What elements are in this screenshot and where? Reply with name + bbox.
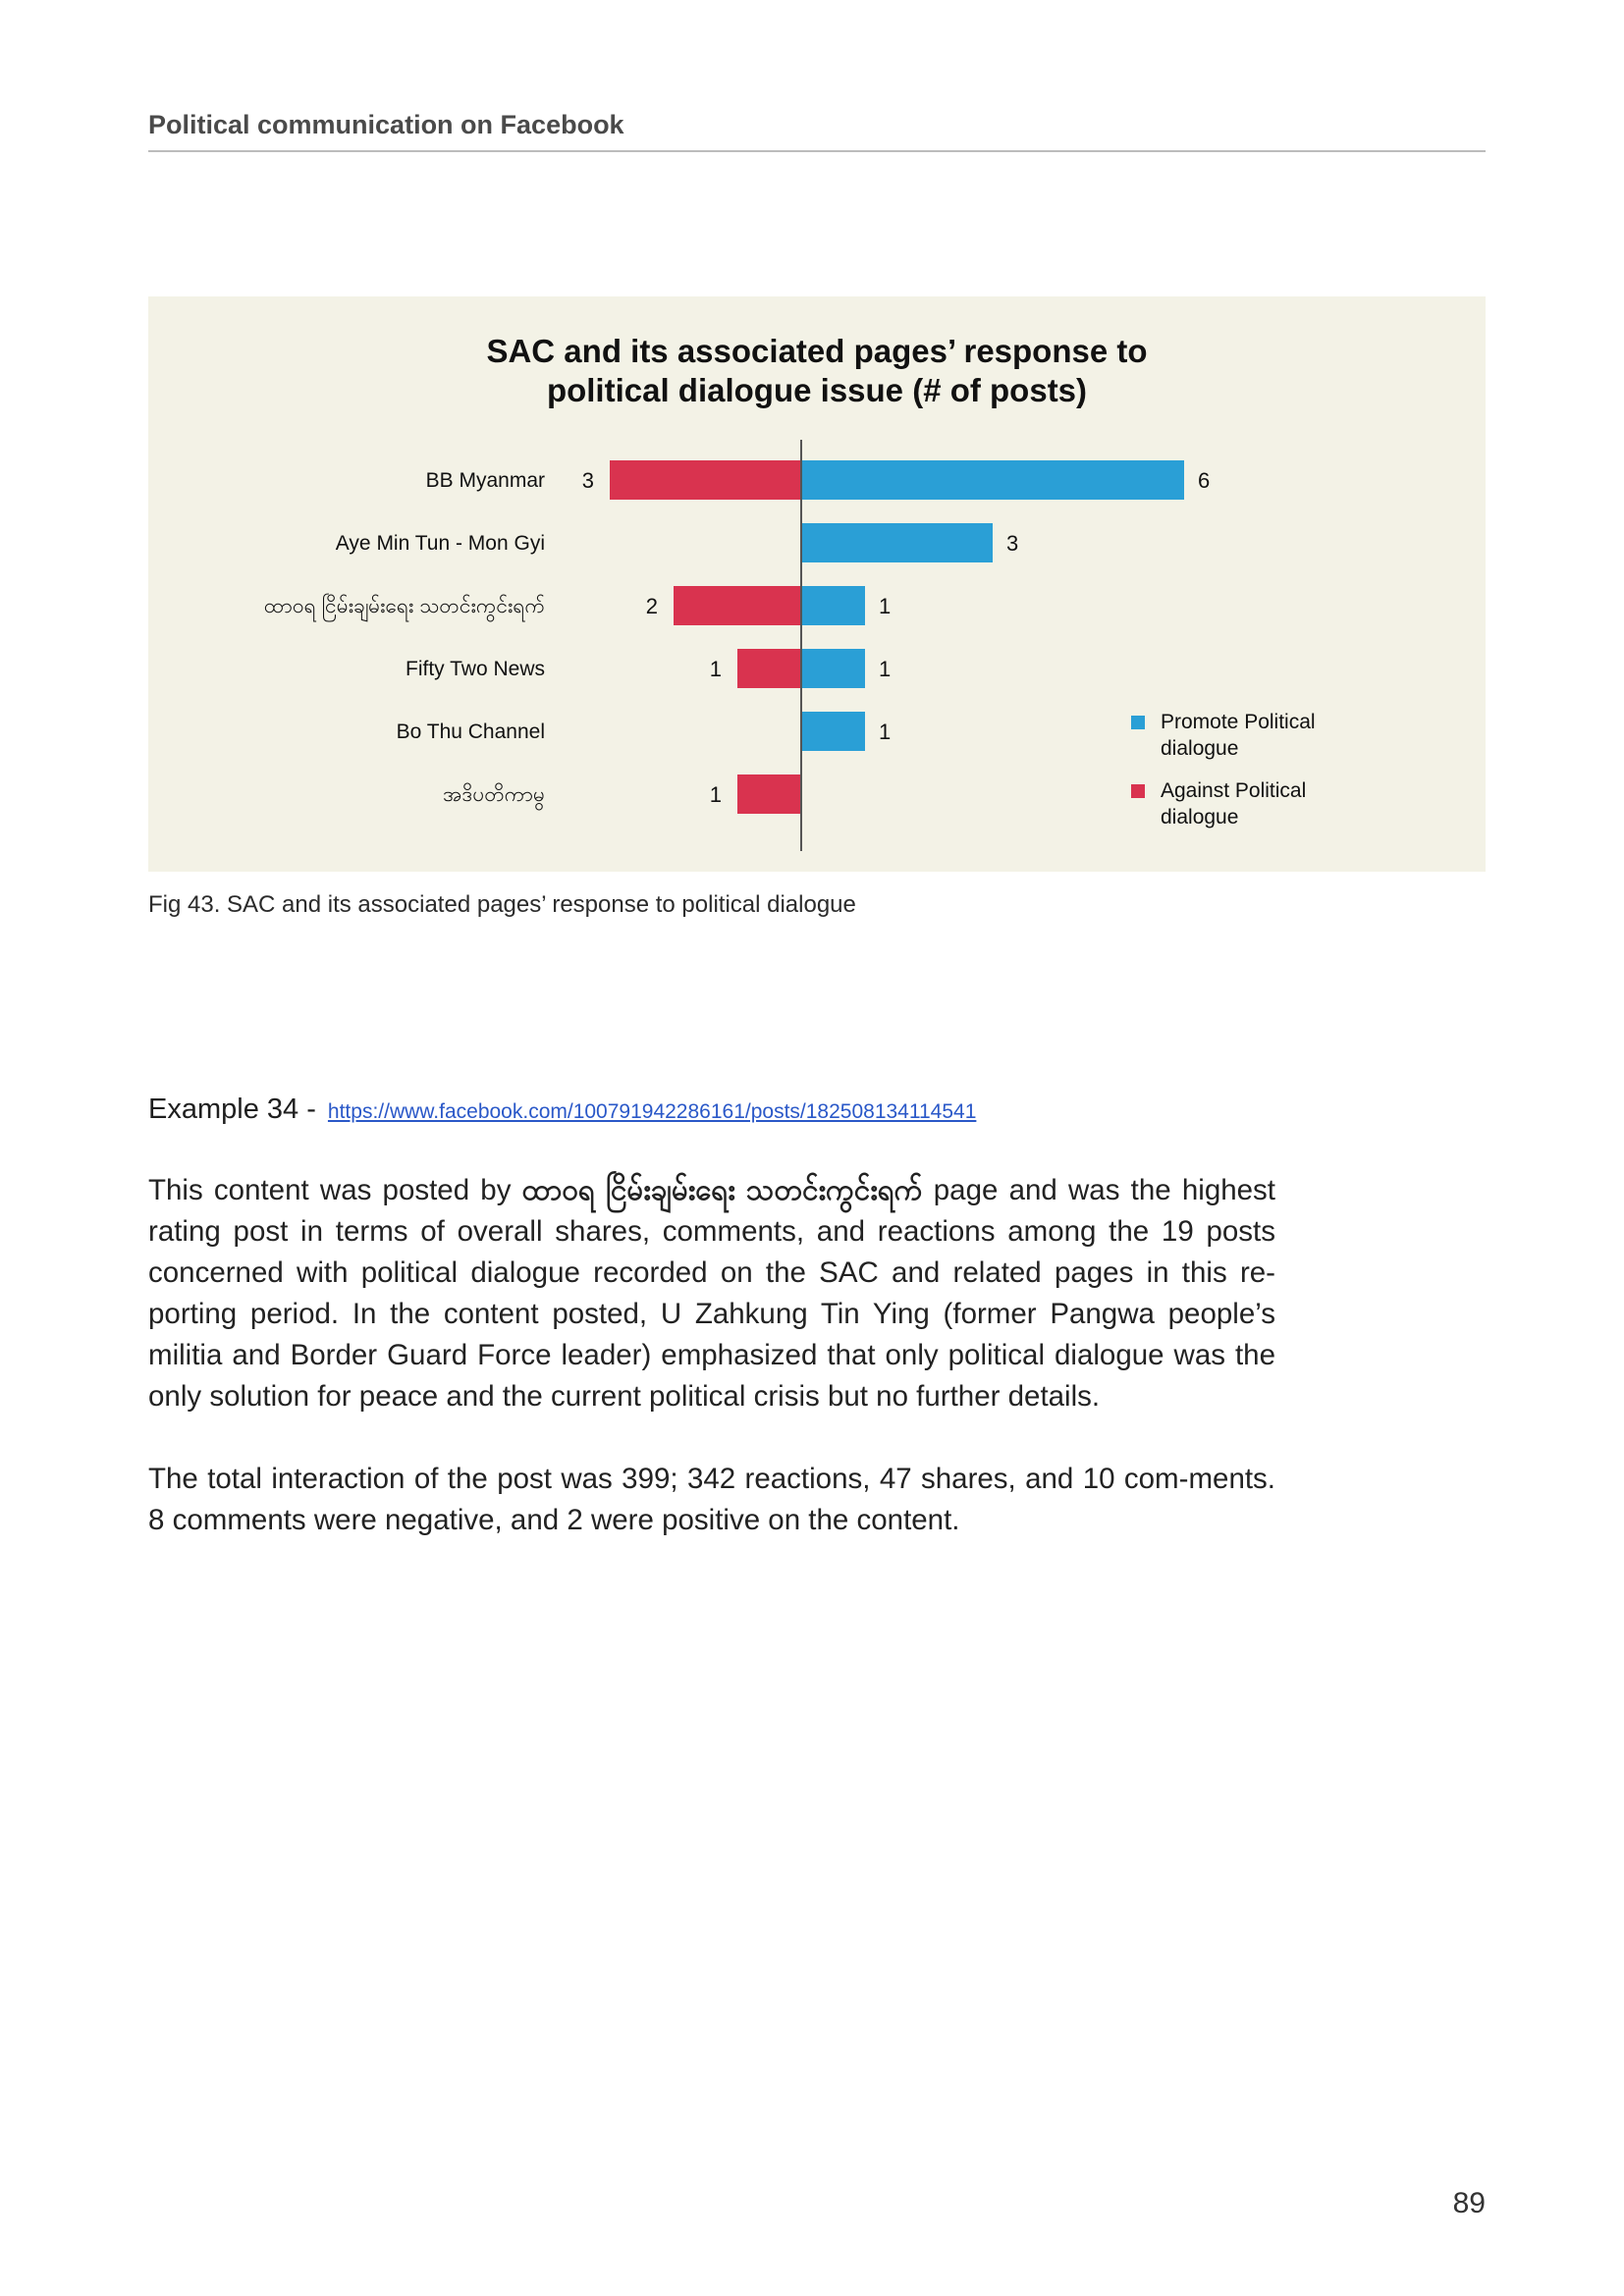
running-header: Political communication on Facebook — [148, 110, 1486, 152]
category-label: Bo Thu Channel — [396, 721, 545, 743]
page-number: 89 — [1452, 2187, 1486, 2219]
data-label-promote: 6 — [1198, 468, 1211, 493]
figure-caption: Fig 43. SAC and its associated pages’ response to political dialogue — [148, 891, 856, 918]
legend-label: dialogue — [1161, 737, 1239, 760]
chart-title-line-2: political dialogue issue (# of posts) — [546, 372, 1088, 408]
example-label: Example 34 - — [148, 1094, 316, 1125]
example-link[interactable]: https://www.facebook.com/100791942286161/posts/182508134114541 — [327, 1100, 977, 1123]
data-label-promote: 1 — [879, 720, 892, 744]
bar-promote — [801, 586, 865, 625]
chart-plot — [148, 296, 1486, 872]
data-label-against: 1 — [709, 782, 722, 807]
data-label-against: 3 — [581, 468, 594, 493]
category-label: BB Myanmar — [425, 469, 545, 492]
legend-label: dialogue — [1161, 806, 1239, 828]
legend-label: Promote Political — [1161, 711, 1316, 733]
data-label-promote: 1 — [879, 594, 892, 618]
paragraph-1-body: page and was the highest rating post in terms of overall shares, comments, and reactions among the 19 posts concerned with political dialogue recorded on the SAC and related pages in this re-porting period. In the content posted, U Zahkung Tin Ying (former Pangwa people’s militia and Border Guard Force leader) emphasized that only political dialogue was the only solution for peace and the current political crisis but no further details. — [148, 1174, 1275, 1413]
example-line — [148, 1094, 976, 1126]
data-label-against: 2 — [645, 594, 658, 618]
data-label-against: 1 — [709, 657, 722, 681]
bar-promote — [801, 712, 865, 751]
bar-promote — [801, 649, 865, 688]
data-label-promote: 1 — [879, 657, 892, 681]
chart-figure — [148, 296, 1486, 872]
legend-swatch — [1131, 716, 1145, 729]
body-paragraph-1 — [148, 1170, 1275, 1417]
category-label: အဒိပတိကာမွ — [443, 783, 545, 806]
bar-promote — [801, 460, 1184, 500]
bar-against — [737, 774, 801, 814]
category-label: Fifty Two News — [406, 658, 545, 680]
body-paragraph-2: The total interaction of the post was 399; 342 reactions, 47 shares, and 10 com-ments. 8 comments were negative, and 2 were positive on the content. — [148, 1463, 1275, 1536]
bar-against — [610, 460, 801, 500]
legend-swatch — [1131, 784, 1145, 798]
category-label: Aye Min Tun - Mon Gyi — [335, 532, 545, 555]
category-label: ထာဝရ ငြိမ်းချမ်းရေး သတင်းကွင်းရက် — [263, 595, 545, 617]
paragraph-1-intro: This content was posted by — [148, 1174, 512, 1206]
data-label-promote: 3 — [1006, 531, 1019, 556]
bar-promote — [801, 523, 993, 562]
bar-against — [737, 649, 801, 688]
paragraph-1-page-name: ထာဝရ ငြိမ်းချမ်းရေး သတင်းကွင်းရက် — [521, 1174, 923, 1206]
bar-against — [674, 586, 801, 625]
legend-label: Against Political — [1161, 779, 1307, 802]
chart-title-line-1: SAC and its associated pages’ response to — [486, 333, 1148, 369]
